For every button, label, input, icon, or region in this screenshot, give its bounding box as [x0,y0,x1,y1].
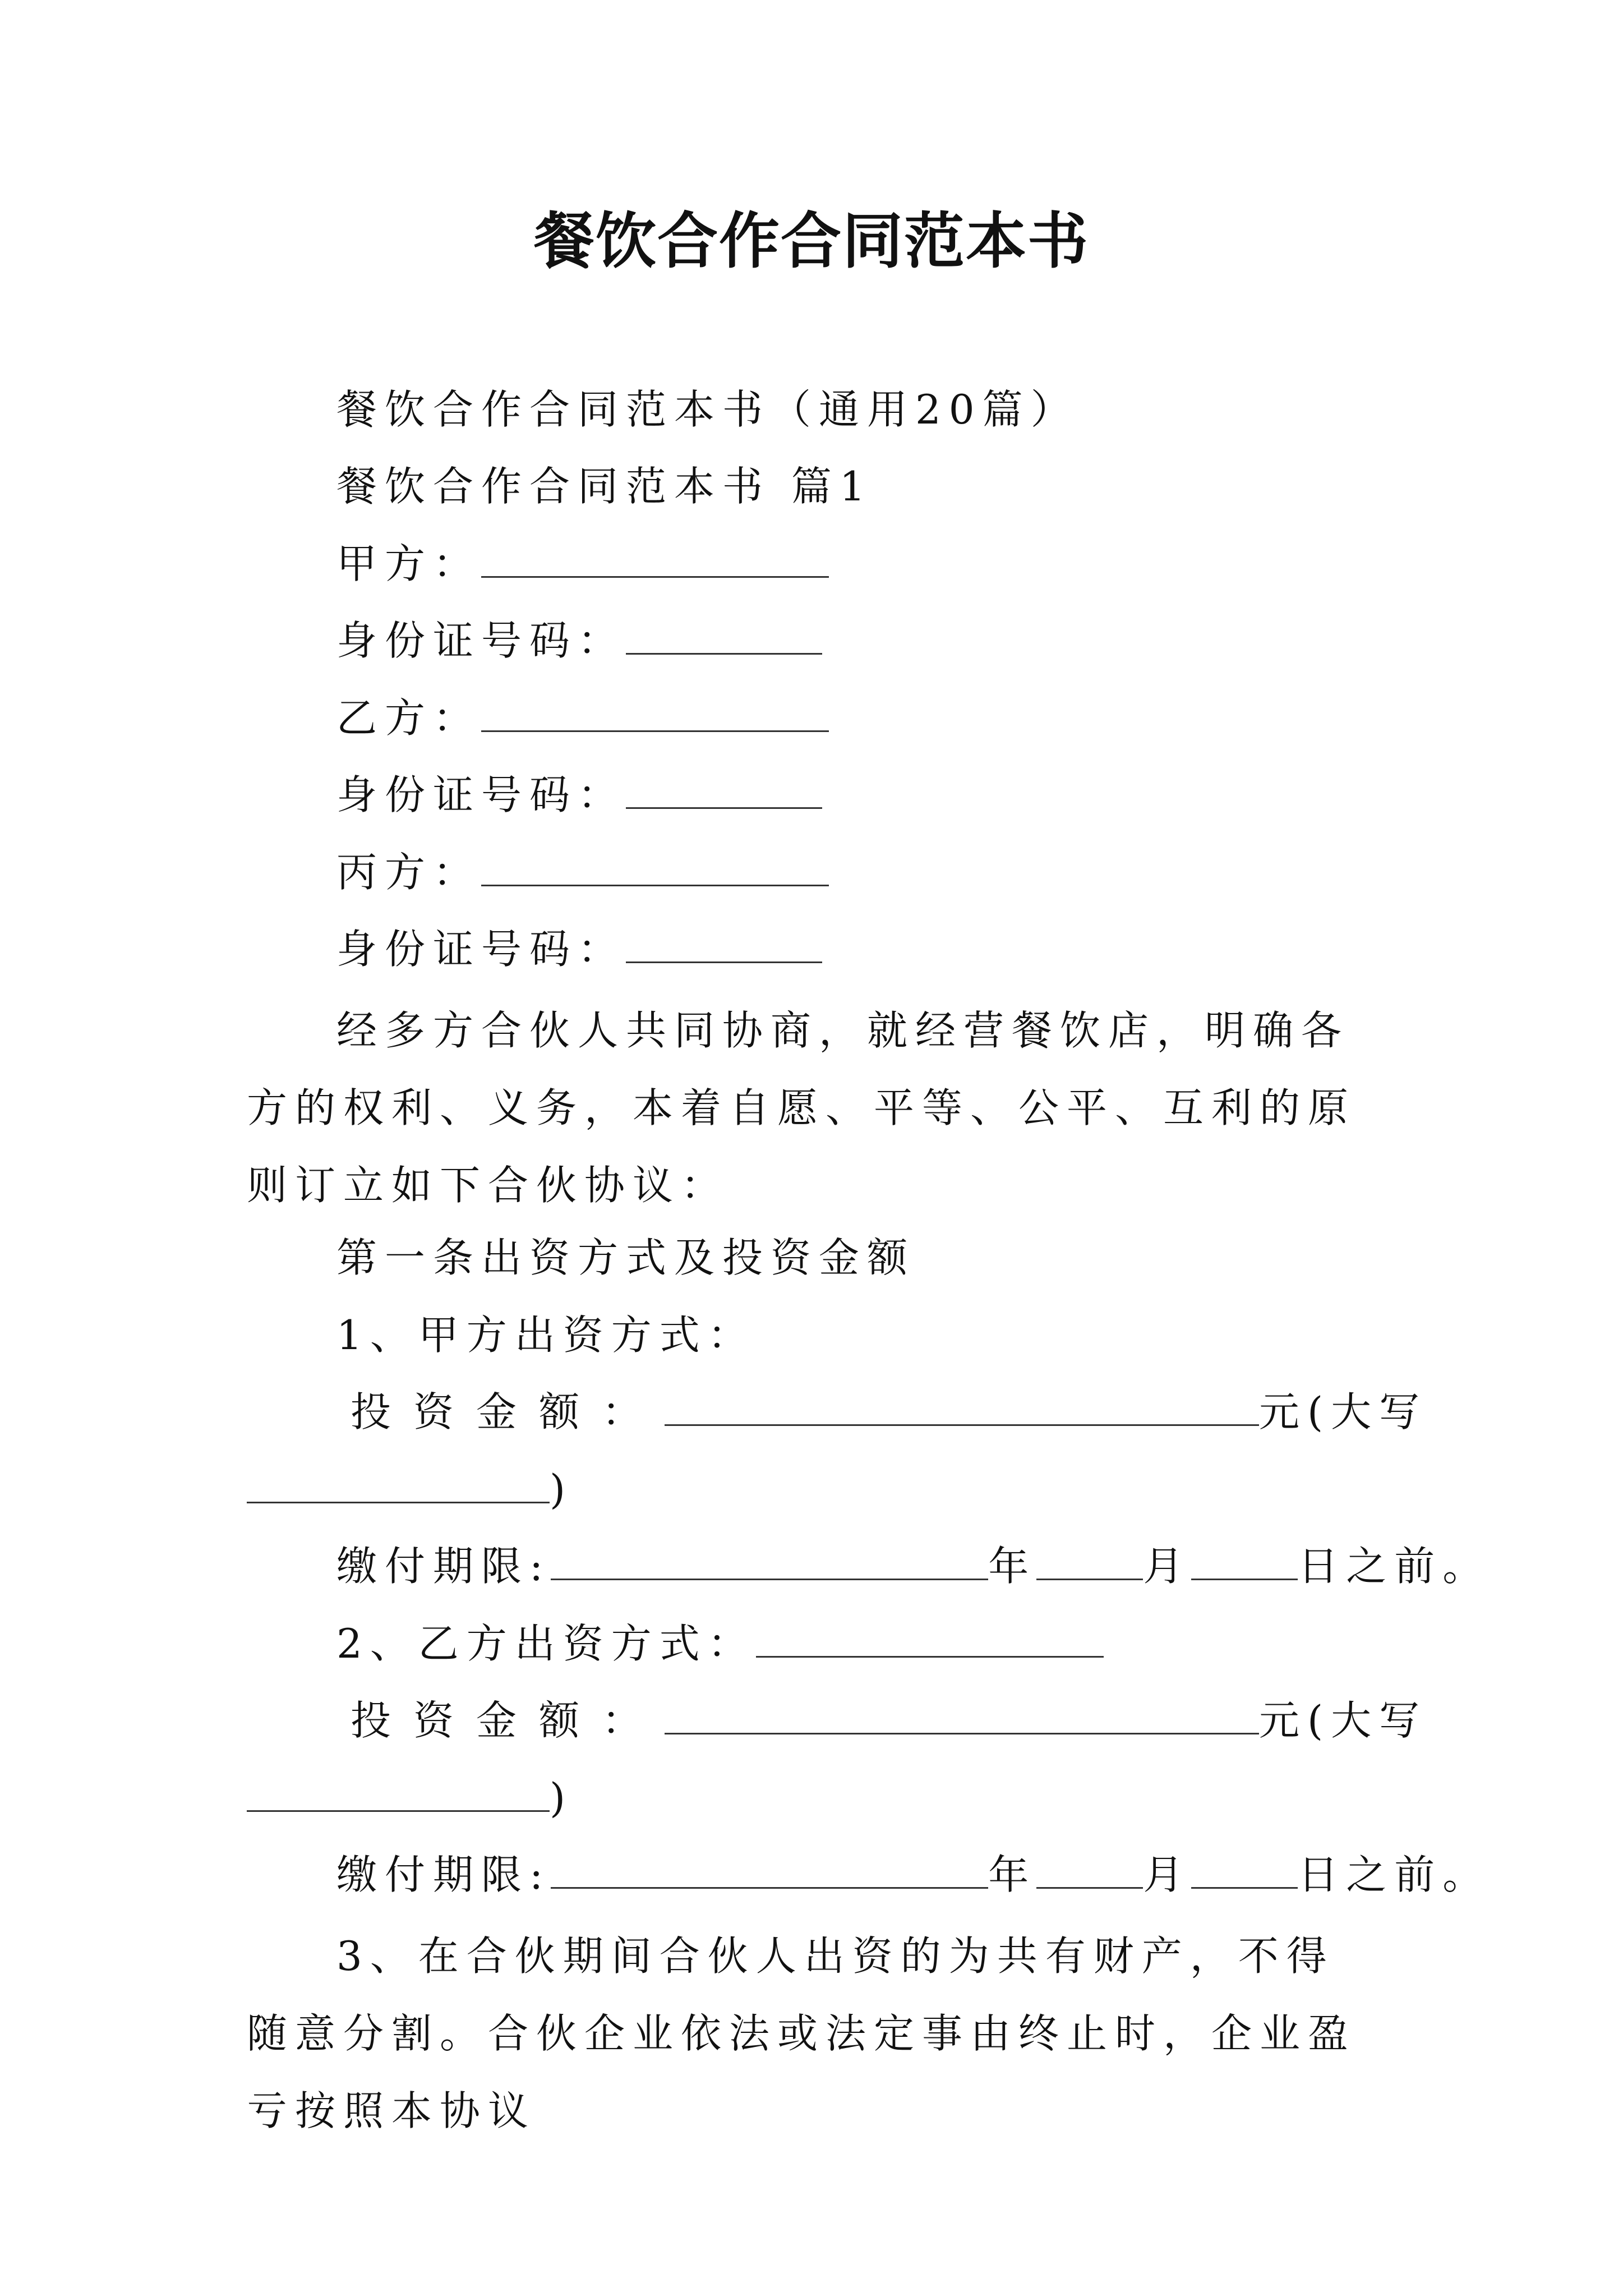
deadline-year-blank-2[interactable] [551,1853,988,1889]
yuan-label-2: 元(大写 [1259,1697,1428,1744]
deadline-month-blank[interactable] [1036,1545,1143,1580]
party-c-id-blank[interactable] [626,928,822,963]
party-b-blank[interactable] [481,697,829,732]
document-title: 餐饮合作合同范本书 [533,206,1089,277]
deadline-day-blank[interactable] [1191,1545,1298,1580]
month-label-2: 月 [1143,1851,1192,1898]
capital-amount-blank-2[interactable] [247,1777,550,1812]
close-paren: ) [550,1466,574,1513]
month-label: 月 [1143,1543,1192,1590]
party-b-id-line [336,764,822,826]
yuan-label: 元(大写 [1259,1388,1428,1435]
section-heading: 餐饮合作合同范本书 篇1 [336,463,873,510]
deadline-year-blank[interactable] [551,1545,988,1580]
day-before-label-2: 日之前。 [1298,1851,1491,1898]
item-2-label: 2、乙方出资方式： [336,1620,756,1667]
deadline-month-blank-2[interactable] [1036,1853,1143,1889]
deadline-label: 缴付期限: [336,1543,551,1590]
party-c-id-line [336,918,822,980]
capital-amount-blank[interactable] [247,1468,550,1503]
item-2-capital-line [247,1767,573,1829]
party-a-id-label: 身份证号码： [336,617,626,664]
party-c-label: 丙方： [336,849,482,896]
party-b-id-blank[interactable] [626,774,822,809]
item-1-deadline-line [336,1535,1491,1597]
party-c-line [336,841,829,903]
party-b-id-label: 身份证号码： [336,771,626,818]
item-1-investment-line [351,1381,1427,1443]
deadline-day-blank-2[interactable] [1191,1853,1298,1889]
party-a-id-blank[interactable] [626,619,822,655]
document-subtitle: 餐饮合作合同范本书（通用20篇） [336,386,1079,433]
investment-amount-blank[interactable] [665,1391,1259,1426]
investment-label: 投资金额： [351,1388,665,1435]
year-label-2: 年 [988,1851,1037,1898]
item-2-blank[interactable] [756,1622,1104,1658]
item-3-paragraph: 3、在合伙期间合伙人出资的为共有财产，不得随意分割。合伙企业依法或法定事由终止时，企业盈亏按照本协议 [247,1932,1357,2134]
intro-paragraph: 经多方合伙人共同协商，就经营餐饮店，明确各方的权利、义务，本着自愿、平等、公平、互利的原则订立如下合伙协议： [247,1007,1357,1209]
party-c-id-label: 身份证号码： [336,926,626,973]
investment-label-2: 投资金额： [351,1697,665,1744]
article-1-heading: 第一条出资方式及投资金额 [336,1234,916,1281]
party-a-id-line [336,610,822,671]
party-b-label: 乙方： [336,694,482,742]
item-1-capital-line [247,1458,573,1520]
close-paren-2: ) [550,1774,574,1821]
party-b-line [336,687,829,749]
item-2-investment-line [351,1690,1427,1751]
item-2-deadline-line [336,1844,1491,1906]
year-label: 年 [988,1543,1037,1590]
party-a-blank[interactable] [481,542,829,578]
day-before-label: 日之前。 [1298,1543,1491,1590]
deadline-label-2: 缴付期限: [336,1851,551,1898]
item-2-line [336,1613,1104,1674]
party-c-blank[interactable] [481,851,829,886]
party-a-line [336,533,829,595]
party-a-label: 甲方： [336,540,482,587]
investment-amount-blank-2[interactable] [665,1699,1259,1734]
item-1-line: 1、甲方出资方式： [336,1312,756,1359]
